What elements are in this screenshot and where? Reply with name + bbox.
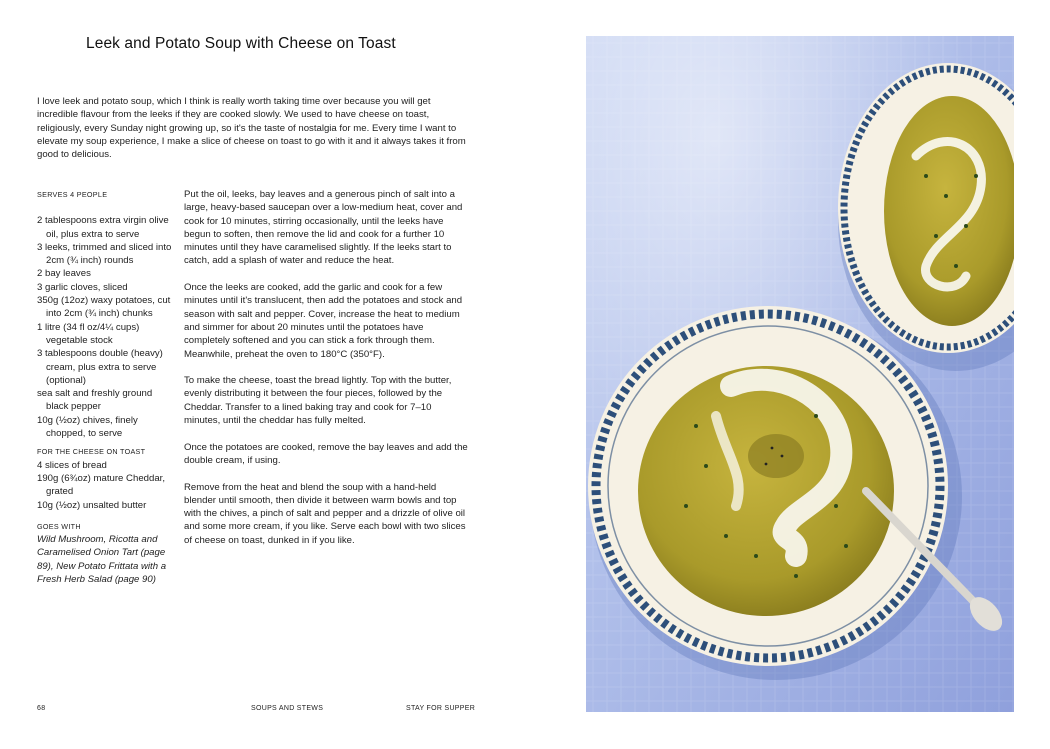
serves-label: SERVES 4 PEOPLE	[37, 190, 108, 199]
cheese-heading: FOR THE CHEESE ON TOAST	[37, 447, 146, 457]
ingredient-item: 3 garlic cloves, sliced	[37, 281, 128, 293]
method-step: To make the cheese, toast the bread lightly. Top with the butter, evenly distributing it between the four pieces, followed by the Cheddar. Transfer to a lined baking tray and cook for 7–10 minutes, until the cheddar has fully melted.	[184, 375, 452, 427]
ingredient-item: 4 slices of bread	[37, 459, 107, 471]
ingredient-item: 2 bay leaves	[37, 268, 91, 280]
method-step: Once the potatoes are cooked, remove the bay leaves and add the double cream, if using.	[184, 441, 468, 466]
ingredient-item: sea salt and freshly ground black pepper	[37, 388, 153, 413]
ingredient-item: 2 tablespoons extra virgin olive oil, plus extra to serve	[37, 215, 169, 240]
footer-section: SOUPS AND STEWS	[251, 705, 324, 712]
recipe-intro: I love leek and potato soup, which I think is really worth taking time over because you will get incredible flavour from the leeks if they are cooked slowly. We used to have cheese on toast, religiously, every Sunday night growing up, so it's the taste of nostalgia for me. Every time I want to elevate my soup experience, I make a slice of cheese on toast to go with it and it always takes it from good to delicious.	[37, 96, 466, 161]
ingredients-column	[37, 188, 177, 586]
method-step: Once the leeks are cooked, add the garlic and cook for a few minutes until it's translucent, then add the potatoes and stock and season with salt and pepper. Cover, increase the heat to medium and simmer for about 20 minutes until the potatoes have completely softened and you can stick a fork through them. Meanwhile, preheat the oven to 180°C (350°F).	[184, 282, 463, 360]
goes-with-text: Wild Mushroom, Ricotta and Caramelised Onion Tart (page 89), New Potato Frittata with a Fresh Herb Salad (page 90)	[37, 534, 167, 586]
recipe-title: Leek and Potato Soup with Cheese on Toast	[86, 35, 396, 52]
cheese-ingredient-list	[37, 459, 177, 512]
ingredient-item: 3 leeks, trimmed and sliced into 2cm (¾ inch) rounds	[37, 241, 172, 267]
method-step: Put the oil, leeks, bay leaves and a generous pinch of salt into a large, heavy-based saucepan over a low-medium heat, cover and cook for 10 minutes, stirring occasionally, until the leeks have begun to soften, then remove the lid and cook for a further 10 minutes until they have caramelised slightly. If the leeks start to catch, add a splash of water and reduce the heat.	[184, 189, 463, 267]
ingredient-item: 3 tablespoons double (heavy) cream, plus extra to serve (optional)	[37, 348, 163, 386]
ingredient-item: 350g (12oz) waxy potatoes, cut into 2cm (¾ inch) chunks	[37, 295, 171, 320]
ingredient-item: 1 litre (34 fl oz/4¼ cups) vegetable stock	[37, 321, 140, 346]
method-column	[184, 188, 468, 560]
ingredient-list	[37, 214, 177, 440]
soup-photo	[586, 36, 1014, 712]
ingredient-item: 10g (½oz) chives, finely chopped, to serve	[37, 414, 138, 440]
footer-book-title: STAY FOR SUPPER	[406, 705, 476, 712]
ingredient-item: 10g (½oz) unsalted butter	[37, 499, 147, 511]
ingredient-item: 190g (6¾oz) mature Cheddar, grated	[37, 472, 165, 498]
page-number: 68	[37, 705, 46, 712]
goes-with-heading: GOES WITH	[37, 521, 81, 531]
method-step: Remove from the heat and blend the soup with a hand-held blender until smooth, then divide it between warm bowls and top with the chives, a pinch of salt and pepper and a drizzle of olive oil and some more cream, if you like. Serve each bowl with two slices of cheese on toast, dunked in if you like.	[184, 481, 466, 546]
